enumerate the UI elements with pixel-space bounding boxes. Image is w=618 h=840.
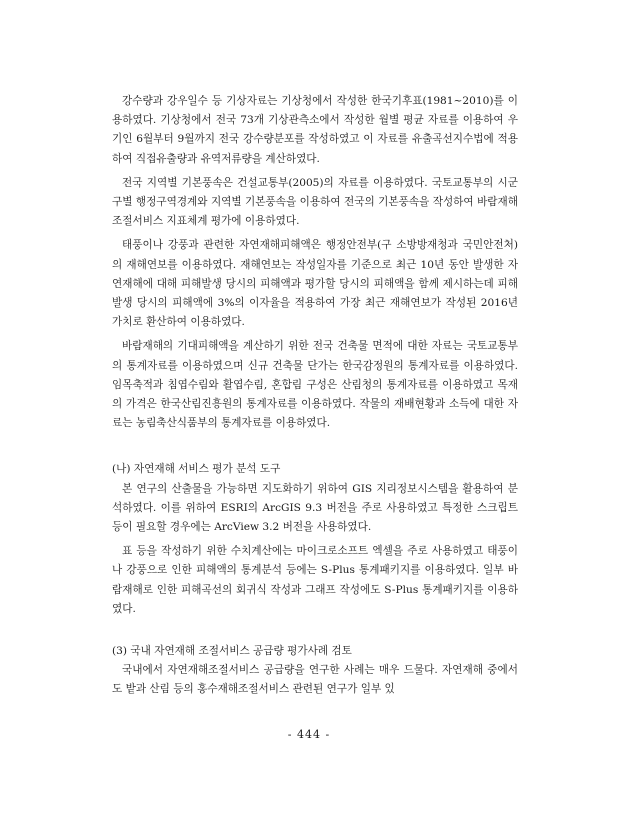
section-heading-domestic-cases: (3) 국내 자연재해 조절서비스 공급량 평가사례 검토: [112, 645, 352, 658]
paragraph-statistics-tools: 표 등을 작성하기 위한 수치계산에는 마이크로소프트 엑셀을 주로 사용하였고 태풍이나 강풍으로 인한 피해액의 통계분석 등에는 S-Plus 통계패키지를 이용하였다. 일부 바람재해로 인한 피해곡선의 회귀식 작성과 그래프 작성에도 S-Plus 통계패키지를 이용하였다.: [112, 545, 518, 615]
page-number: - 444 -: [287, 728, 331, 741]
paragraph-domestic-cases: 국내에서 자연재해조절서비스 공급량을 연구한 사례는 매우 드물다. 자연재해 중에서도 밭과 산림 등의 홍수재해조절서비스 관련된 연구가 일부 있: [112, 664, 518, 696]
paragraph-climate-data: 강수량과 강우일수 등 기상자료는 기상청에서 작성한 한국기후표(1981~2010)를 이용하였다. 기상청에서 전국 73개 기상관측소에서 작성한 월별 평균 자료를 이용하여 우기인 6월부터 9월까지 전국 강수량분포를 작성하였고 이 자료를 유출곡선지수법에 적용하여 직접유출량과 유역저류량을 계산하였다.: [112, 95, 518, 165]
section-heading-analysis-tools: (나) 자연재해 서비스 평가 분석 도구: [112, 463, 281, 476]
page-body: [112, 92, 518, 705]
paragraph-wind-speed: 전국 지역별 기본풍속은 건설교통부(2005)의 자료를 이용하였다. 국토교통부의 시군구별 행정구역경계와 지역별 기본풍속을 이용하여 전국의 기본풍속을 작성하여 바람재해조절서비스 지표체계 평가에 이용하였다.: [112, 176, 518, 228]
section-spacer: [112, 438, 518, 460]
paragraph-gis-tools: 본 연구의 산출물을 가능하면 지도화하기 위하여 GIS 지리정보시스템을 활용하여 분석하였다. 이를 위하여 ESRI의 ArcGIS 9.3 버전을 주로 사용하였고 특정한 스크립트 등이 필요할 경우에는 ArcView 3.2 버전을 사용하였다.: [112, 482, 518, 534]
section-spacer: [112, 624, 518, 642]
paragraph-disaster-damage: 태풍이나 강풍과 관련한 자연재해피해액은 행정안전부(구 소방방재청과 국민안전처)의 재해연보를 이용하였다. 재해연보는 작성일자를 기준으로 최근 10년 동안 발생한 자연재해에 대해 피해발생 당시의 피해액과 평가할 당시의 피해액을 함께 제시하는데 피해발생 당시의 피해액에 3%의 이자율을 적용하여 가장 최근 재해연보가 작성된 2016년 가치로 환산하여 이용하였다.: [112, 239, 518, 329]
paragraph-building-data: 바람재해의 기대피해액을 계산하기 위한 전국 건축물 면적에 대한 자료는 국토교통부의 통계자료를 이용하였으며 신규 건축물 단가는 한국감정원의 통계자료를 이용하였다. 임목축적과 침엽수림와 활엽수림, 혼합림 구성은 산림청의 통계자료를 이용하였고 목재의 가격은 한국산림진흥원의 통계자료를 이용하였다. 작물의 재배현황과 소득에 대한 자료는 농림축산식품부의 통계자료를 이용하였다.: [112, 340, 518, 430]
